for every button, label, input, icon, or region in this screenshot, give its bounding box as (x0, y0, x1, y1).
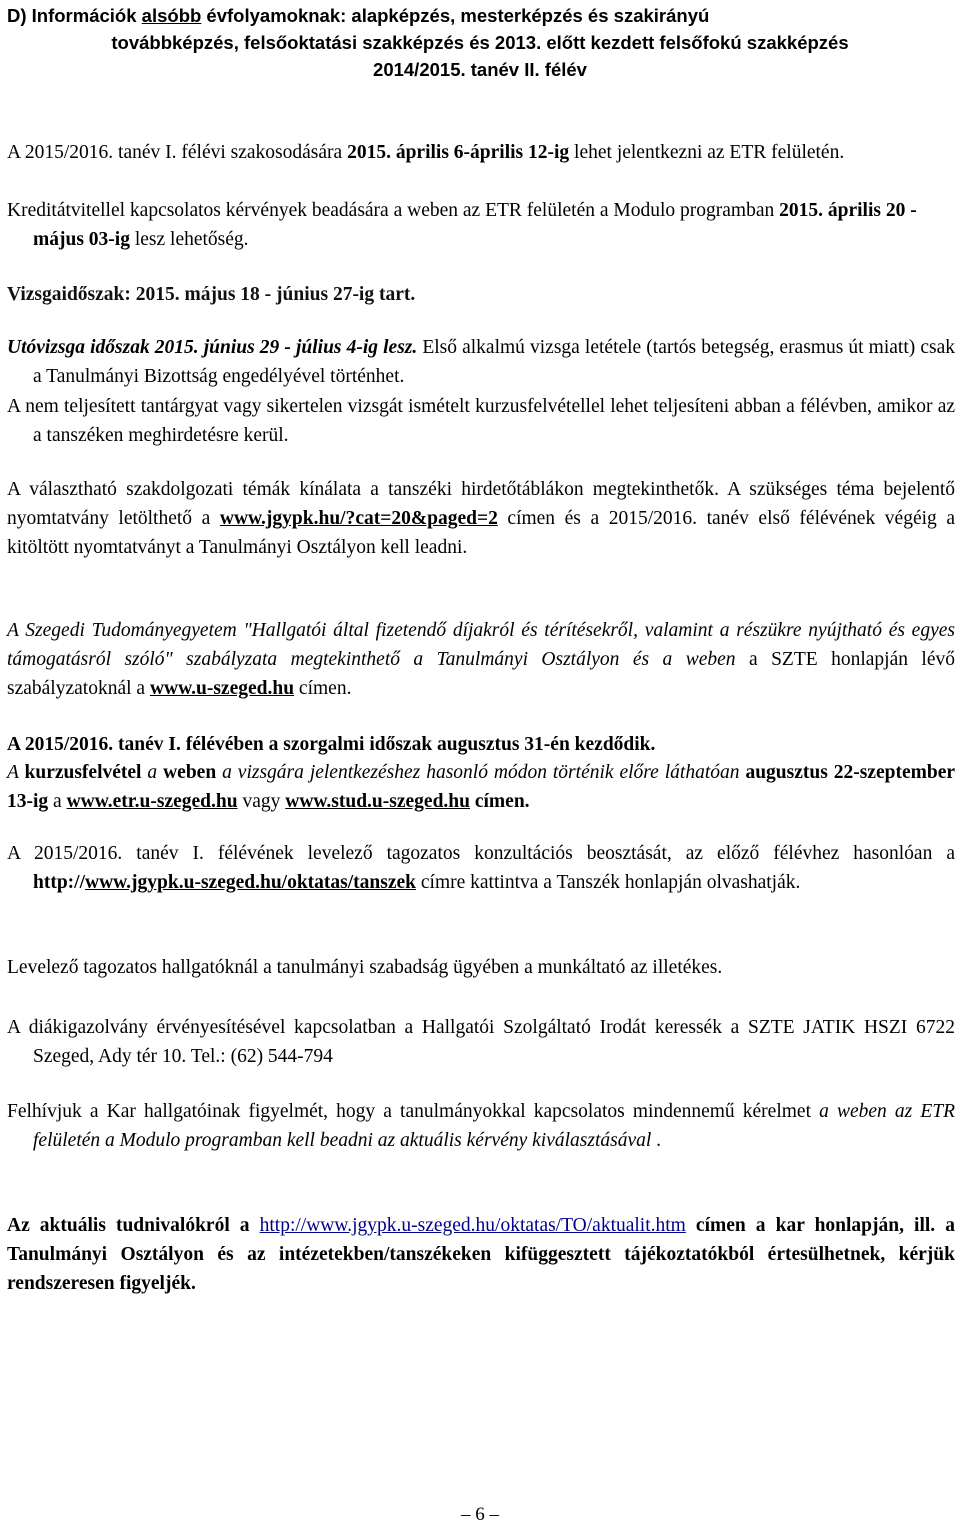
heading-line-1 (7, 2, 953, 29)
retake-period-text: Utóvizsga időszak 2015. június 29 - július 4-ig lesz. (7, 337, 418, 358)
page-number: – 6 – (461, 1504, 499, 1525)
heading-line-3: 2014/2015. tanév II. félév (373, 59, 587, 80)
paragraph-failed-courses (7, 392, 955, 450)
paragraph-study-leave (7, 953, 955, 982)
text: Levelező tagozatos hallgatóknál a tanulmányi szabadság ügyében a munkáltató az illetékes. (7, 957, 723, 978)
request-instruction: a weben az ETR felületén a Modulo programban kell beadni az aktuális kérvény kiválasztásával (33, 1101, 956, 1151)
url-prefix: http:// (33, 872, 86, 893)
term-start-text: A 2015/2016. tanév I. félévében a szorgalmi időszak augusztus 31-én kezdődik. (7, 734, 656, 755)
text: Kreditátvitellel kapcsolatos kérvények beadására a weben az ETR felületén a Modulo programban (7, 200, 780, 221)
text: A 2015/2016. tanév I. félévének levelező tagozatos konzultációs beosztását, az előző félévhez hasonlóan a (7, 843, 955, 864)
paragraph-retake-period (7, 333, 955, 391)
stud-link[interactable]: www.stud.u-szeged.hu (285, 791, 470, 812)
course-registration-term: kurzusfelvétel (24, 762, 142, 783)
paragraph-course-registration (7, 758, 955, 816)
text: címen és a 2015/2016. tanév első félévének végéig a kitöltött nyomtatványt a Tanulmányi Osztályon kell leadni. (7, 508, 956, 558)
date-range: augusztus 22-szeptember 13-ig (7, 762, 956, 812)
text: A nem teljesített tantárgyat vagy sikertelen vizsgát ismételt kurzusfelvétellel lehet teljesíteni abban a félévben, amikor az a tanszéken meghirdetésre kerül. (7, 396, 955, 446)
paragraph-registration (7, 138, 955, 167)
paragraph-exam-period (7, 280, 955, 309)
text: A 2015/2016. tanév I. félévi szakosodására (7, 142, 348, 163)
tanszek-link[interactable]: www.jgypk.u-szeged.hu/oktatas/tanszek (85, 872, 417, 893)
text: címen. (469, 791, 530, 812)
text: A diákigazolvány érvényesítésével kapcsolatban a Hallgatói Szolgáltató Irodát keressék a SZTE JATIK HSZI 6722 Szeged, Ady tér 10. Tel.: (62) 544-794 (7, 1017, 955, 1067)
paragraph-student-id (7, 1013, 955, 1071)
heading-line-2: továbbképzés, felsőoktatási szakképzés és 2013. előtt kezdett felsőfokú szakképzés (111, 32, 849, 53)
etr-link[interactable]: www.etr.u-szeged.hu (66, 791, 238, 812)
text: lesz lehetőség. (129, 229, 249, 250)
exam-period-text: Vizsgaidőszak: 2015. május 18 - június 27-ig tart. (7, 284, 416, 305)
heading-text: évfolyamoknak: alapképzés, mesterképzés és szakirányú (201, 5, 710, 26)
regulation-title: A Szegedi Tudományegyetem "Hallgatói által fizetendő díjakról és térítésekről, valamint a részükre nyújtható és egyes támogatásról szóló" szabályzata megtekinthető a Tanulmányi Osztályon és a weben (7, 620, 955, 670)
text: a (48, 791, 67, 812)
text: címre kattintva a Tanszék honlapján olvashatják. (416, 872, 801, 893)
section-heading (7, 2, 953, 83)
web-term: weben (163, 762, 217, 783)
paragraph-term-start (7, 730, 955, 759)
text: Az aktuális tudnivalókról a (7, 1215, 260, 1236)
heading-underlined-word: alsóbb (141, 5, 202, 26)
paragraph-thesis-topics (7, 475, 955, 562)
text: a vizsgára jelentkezéshez hasonló módon történik előre láthatóan (216, 762, 746, 783)
text: címen a kar honlapján, ill. a Tanulmányi Osztályon és az intézetekben/tanszékeken kifüggesztett tájékoztatókból értesülhetnek, kérjük rendszeresen figyeljék. (7, 1215, 955, 1294)
paragraph-credit-transfer (7, 196, 955, 254)
text: A (7, 762, 25, 783)
paragraph-fees-regulation (7, 616, 955, 703)
paragraph-current-info (7, 1211, 955, 1298)
heading-text: D) Információk (7, 5, 142, 26)
text: a SZTE honlapján lévő szabályzatoknál a (7, 649, 955, 699)
text: . (651, 1130, 662, 1151)
text: Felhívjuk a Kar hallgatóinak figyelmét, hogy a tanulmányokkal kapcsolatos mindennemű kérelmet (7, 1101, 820, 1122)
paragraph-correspondence-schedule (7, 839, 955, 897)
paragraph-requests (7, 1097, 955, 1155)
text: Első alkalmú vizsga letétele (tartós betegség, erasmus út miatt) csak a Tanulmányi Bizottság engedélyével történhet. (33, 337, 955, 387)
date-range: 2015. április 6-április 12-ig (347, 142, 570, 163)
u-szeged-link[interactable]: www.u-szeged.hu (149, 678, 295, 699)
text: címen. (294, 678, 352, 699)
text: A választható szakdolgozati témák kínálata a tanszéki hirdetőtáblákon megtekinthetők. A szükséges téma bejelentő nyomtatvány letölthető a (7, 479, 955, 529)
date-range: 2015. április 20 - május 03-ig (33, 200, 917, 250)
aktualit-link[interactable]: http://www.jgypk.u-szeged.hu/oktatas/TO/aktualit.htm (259, 1215, 686, 1236)
thesis-form-link[interactable]: www.jgypk.hu/?cat=20&paged=2 (219, 508, 498, 529)
text: a (141, 762, 164, 783)
text: vagy (237, 791, 286, 812)
text: lehet jelentkezni az ETR felületén. (569, 142, 845, 163)
